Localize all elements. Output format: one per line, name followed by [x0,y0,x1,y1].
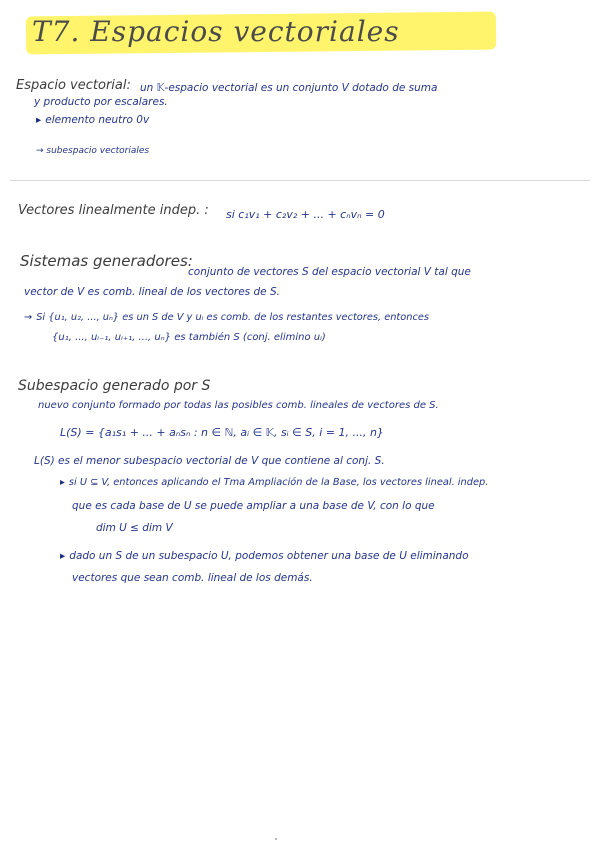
subespacio-line-7 [60,550,469,562]
triangle-bullet-icon: ▸ [60,477,65,488]
arrow-icon: → [24,312,33,323]
subespacio-line-4-text: si U ⊆ V, entonces aplicando el Tma Ampliación de la Base, los vectores lineal. indep. [68,477,489,488]
espacio-bullet [36,114,149,126]
subespacio-line-5: que es cada base de U se puede ampliar a una base de V, con lo que [72,500,435,512]
triangle-bullet-icon: ▸ [60,550,66,562]
subespacio-line-8: vectores que sean comb. lineal de los demás. [72,572,313,584]
heading-lin-indep: Vectores linealmente indep. : [18,203,209,218]
divider-1 [10,180,590,181]
subespacio-line-4 [60,477,488,488]
page-title: T7. Espacios vectoriales [32,15,400,48]
generadores-line-3-text: Si {u₁, u₂, ..., uₙ} es un S de V y uᵢ es comb. de los restantes vectores, entonces [36,312,429,323]
triangle-bullet-icon: ▸ [36,114,42,126]
subespacio-line-3: L(S) es el menor subespacio vectorial de V que contiene al conj. S. [34,455,385,467]
generadores-line-4: {u₁, ..., uᵢ₋₁, uᵢ₊₁, ..., uₙ} es también S (conj. elimino uᵢ) [52,332,326,343]
indep-formula: si c₁v₁ + c₂v₂ + ... + cₙvₙ = 0 [226,208,385,221]
subespacio-line-1: nuevo conjunto formado por todas las posibles comb. lineales de vectores de S. [38,400,439,411]
subespacio-line-2: L(S) = {a₁s₁ + ... + aₙsₙ : n ∈ ℕ, aᵢ ∈ 𝕂, sᵢ ∈ S, i = 1, ..., n} [60,426,384,439]
subespacio-line-6: dim U ≤ dim V [96,522,173,534]
espacio-line-2: y producto por escalares. [34,96,168,108]
generadores-line-3 [24,312,429,323]
heading-subespacio-generado: Subespacio generado por S [18,378,211,394]
subespacio-line-7-text: dado un S de un subespacio U, podemos obtener una base de U eliminando [69,550,469,562]
paper-dot [275,838,277,840]
espacio-bullet-text: elemento neutro 0v [45,114,150,126]
heading-sistemas-generadores: Sistemas generadores: [20,252,193,270]
heading-espacio-vectorial: Espacio vectorial: [16,78,131,93]
espacio-sub: → subespacio vectoriales [36,146,150,156]
generadores-line-1: conjunto de vectores S del espacio vectorial V tal que [188,266,471,278]
espacio-line-1: un 𝕂-espacio vectorial es un conjunto V dotado de suma [140,82,438,94]
generadores-line-2: vector de V es comb. lineal de los vectores de S. [24,286,280,298]
